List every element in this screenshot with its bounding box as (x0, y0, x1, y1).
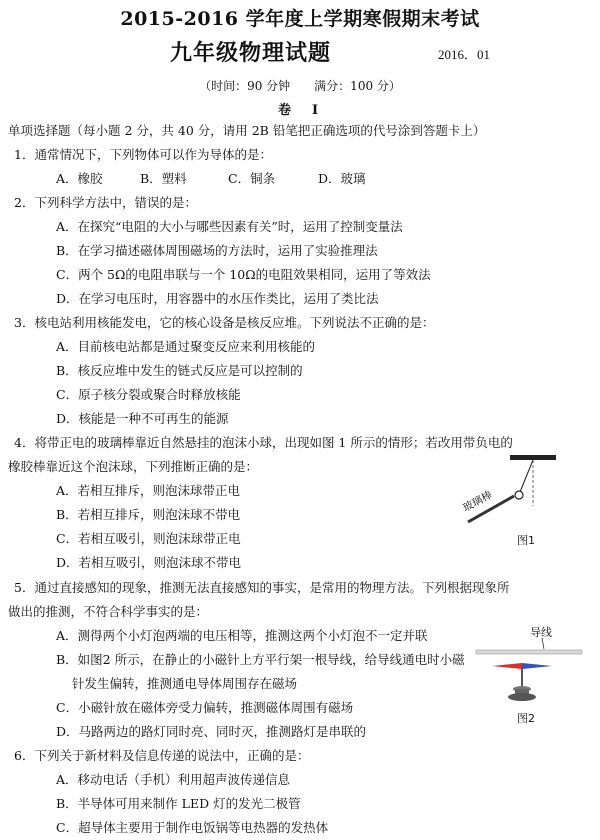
q3-option-d: D．核能是一种不可再生的能源 (56, 411, 229, 426)
figure-2-wire-label: 导线 (530, 626, 552, 639)
q5-option-d: D．马路两边的路灯同时亮、同时灭，推测路灯是串联的 (56, 724, 367, 739)
ceiling-mount (510, 455, 556, 460)
q2-option-a: A．在探究“电阻的大小与哪些因素有关”时，运用了控制变量法 (56, 219, 403, 234)
q1-option-c: C．铜条 (228, 171, 276, 186)
q5-option-b-line1: B．如图2 所示，在静止的小磁针上方平行架一根导线，给导线通电时小磁 (56, 652, 465, 667)
q2-option-b: B．在学习描述磁体周围磁场的方法时，运用了实验推理法 (56, 243, 378, 258)
q1-stem: 1．通常情况下，下列物体可以作为导体的是： (14, 147, 272, 162)
q6-option-c: C．超导体主要用于制作电饭锅等电热器的发热体 (56, 820, 329, 835)
q4-stem-line1: 4．将带正电的玻璃棒靠近自然悬挂的泡沫小球，出现如图 1 所示的情形；若改用带负电的 (14, 435, 513, 450)
exam-title: 2015-2016 学年度上学期寒假期末考试 (120, 8, 480, 30)
q1-option-b: B．塑料 (140, 171, 187, 186)
q5-stem-line1: 5．通过直接感知的现象，推测无法直接感知的事实，是常用的物理方法。下列根据现象所 (14, 580, 510, 595)
figure-1-rod-label: 玻璃棒 (460, 488, 495, 515)
q4-option-a: A．若相互排斥，则泡沫球带正电 (56, 483, 241, 498)
q5-option-c: C．小磁针放在磁体旁受力偏转，推测磁体周围有磁场 (56, 700, 354, 715)
q6-option-b: B．半导体可用来制作 LED 灯的发光二极管 (56, 796, 301, 811)
q2-stem: 2．下列科学方法中，错误的是： (14, 195, 197, 210)
q5-option-b-line2: 针发生偏转，推测通电导体周围存在磁场 (72, 676, 298, 691)
needle-north (492, 663, 522, 669)
q4-stem-line2: 橡胶棒靠近这个泡沫球，下列推断正确的是： (8, 459, 259, 474)
q1-option-d: D．玻璃 (318, 171, 366, 186)
q3-option-a: A．目前核电站都是通过聚变反应来利用核能的 (56, 339, 316, 354)
q5-stem-line2: 做出的推测，不符合科学事实的是： (8, 604, 209, 619)
q3-option-c: C．原子核分裂或聚合时释放核能 (56, 387, 241, 402)
q2-option-d: D．在学习电压时，用容器中的水压作类比，运用了类比法 (56, 291, 379, 306)
suspension-thread (520, 460, 533, 492)
wire (476, 650, 582, 654)
exam-subtitle: 九年级物理试题 (170, 40, 332, 66)
figure-1-caption: 图1 (517, 534, 535, 547)
q4-option-d: D．若相互吸引，则泡沫球不带电 (56, 555, 242, 570)
q6-option-a: A．移动电话（手机）利用超声波传递信息 (56, 772, 291, 787)
q2-option-c: C．两个 5Ω的电阻串联与一个 10Ω的电阻效果相同，运用了等效法 (56, 267, 431, 282)
section-instructions: 单项选择题（每小题 2 分，共 40 分，请用 2B 铅笔把正确选项的代号涂到答题卡上） (8, 123, 486, 138)
q4-option-c: C．若相互吸引，则泡沫球带正电 (56, 531, 241, 546)
q5-option-a: A．测得两个小灯泡两端的电压相等，推测这两个小灯泡不一定并联 (56, 628, 428, 643)
exam-date: 2016．01 (438, 47, 491, 62)
q3-option-b: B．核反应堆中发生的链式反应是可以控制的 (56, 363, 303, 378)
q1-option-a: A．橡胶 (56, 171, 103, 186)
volume-label: 卷 I (277, 103, 323, 118)
q4-option-b: B．若相互排斥，则泡沫球不带电 (56, 507, 241, 522)
stand-base (508, 693, 536, 701)
q3-stem: 3．核电站利用核能发电，它的核心设备是核反应堆。下列说法不正确的是： (14, 315, 435, 330)
q6-stem: 6．下列关于新材料及信息传递的说法中，正确的是： (14, 748, 310, 763)
figure-2-caption: 图2 (517, 712, 535, 725)
exam-meta: （时间：90 分钟 满分：100 分） (199, 79, 401, 93)
needle-south (522, 663, 552, 669)
figure-2-compass-setup (474, 628, 586, 708)
foam-ball (515, 491, 523, 499)
